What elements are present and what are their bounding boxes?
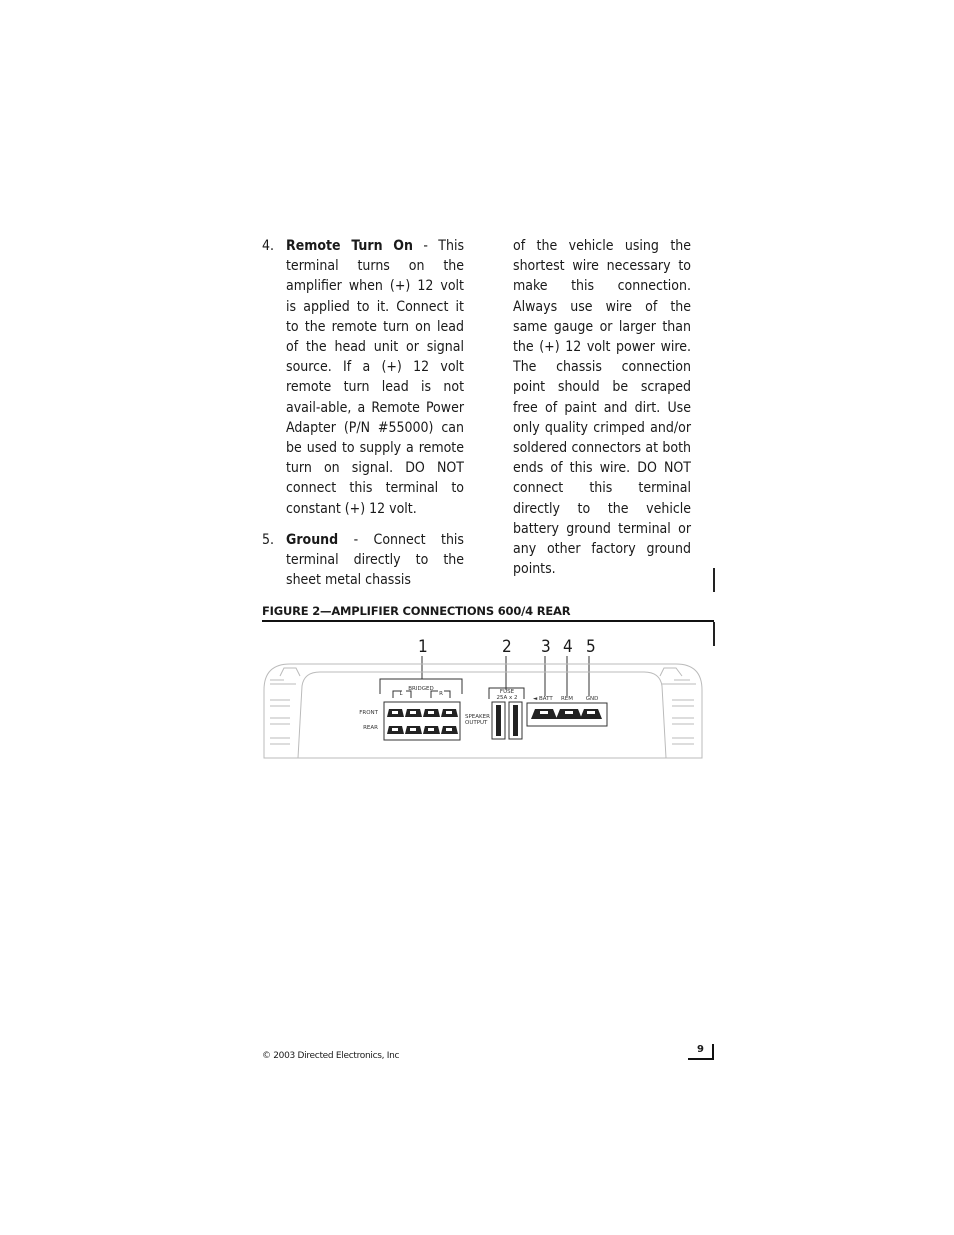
- list-item-ground: [262, 530, 464, 591]
- list-item-remote-turn-on: [262, 236, 464, 519]
- item-text: - This terminal turns on the amplifier when (+) 12 volt is applied to it. Connect it to the remote turn on lead of the head unit or signal source. If a (+) 12 volt remote turn lead is not avail-able, a Remote Power Adapter (P/N #55000) can be used to supply a remote turn on signal. DO NOT connect this terminal to constant (+) 12 volt.: [286, 238, 464, 517]
- term-remote-turn-on: Remote Turn On: [286, 238, 413, 254]
- callout-leaders: [422, 656, 589, 696]
- label-fuse-rating: 25A x 2: [496, 695, 518, 701]
- label-output: OUTPUT: [465, 720, 488, 726]
- fuse-bracket: [489, 688, 524, 699]
- page-number-rule: [688, 1058, 714, 1060]
- label-fuse: FUSE: [499, 689, 515, 695]
- page-number-vrule: [712, 1044, 714, 1060]
- item-number: 4.: [262, 238, 275, 254]
- bridged-bracket: [380, 679, 462, 698]
- item-number: 5.: [262, 531, 275, 548]
- label-left: L: [399, 691, 403, 697]
- callout-2: 2: [502, 637, 512, 657]
- left-column: [262, 236, 464, 601]
- callout-5: 5: [586, 637, 596, 657]
- right-column: [513, 236, 691, 579]
- label-speaker: SPEAKER: [465, 714, 490, 720]
- speaker-terminal-block: [384, 702, 460, 740]
- label-gnd: GND: [585, 696, 599, 702]
- margin-mark-lower: [713, 622, 715, 646]
- fuse-holders: [492, 702, 522, 739]
- page-number: 9: [697, 1044, 704, 1055]
- callout-4: 4: [563, 637, 573, 657]
- label-rear: REAR: [363, 725, 378, 731]
- label-rem: REM: [560, 696, 574, 702]
- callout-1: 1: [418, 637, 428, 657]
- figure-caption: FIGURE 2—AMPLIFIER CONNECTIONS 600/4 REAR: [262, 604, 571, 618]
- power-terminal-block: [527, 703, 607, 726]
- margin-mark-upper: [713, 568, 715, 592]
- item-text: - Connect this terminal directly to the sheet metal chassis: [286, 531, 464, 589]
- label-batt: ◄ BATT: [533, 696, 553, 702]
- chassis-outline: [264, 664, 702, 758]
- diagram-labels: [359, 686, 598, 731]
- term-ground: Ground: [286, 531, 339, 548]
- label-right: R: [439, 691, 443, 697]
- label-bridged: BRIDGED: [408, 686, 434, 692]
- copyright-footer: © 2003 Directed Electronics, Inc: [262, 1051, 400, 1061]
- label-front: FRONT: [359, 710, 378, 716]
- figure-rule: [262, 620, 714, 622]
- callout-3: 3: [541, 637, 551, 657]
- right-column-text: of the vehicle using the shortest wire necessary to make this connection. Always use wire of the same gauge or larger than the (+) 12 volt power wire. The chassis connection point should be scraped free of paint and dirt. Use only quality crimped and/or soldered connectors at both ends of this wire. DO NOT connect this terminal directly to the vehicle battery ground terminal or any other factory ground points.: [513, 238, 691, 578]
